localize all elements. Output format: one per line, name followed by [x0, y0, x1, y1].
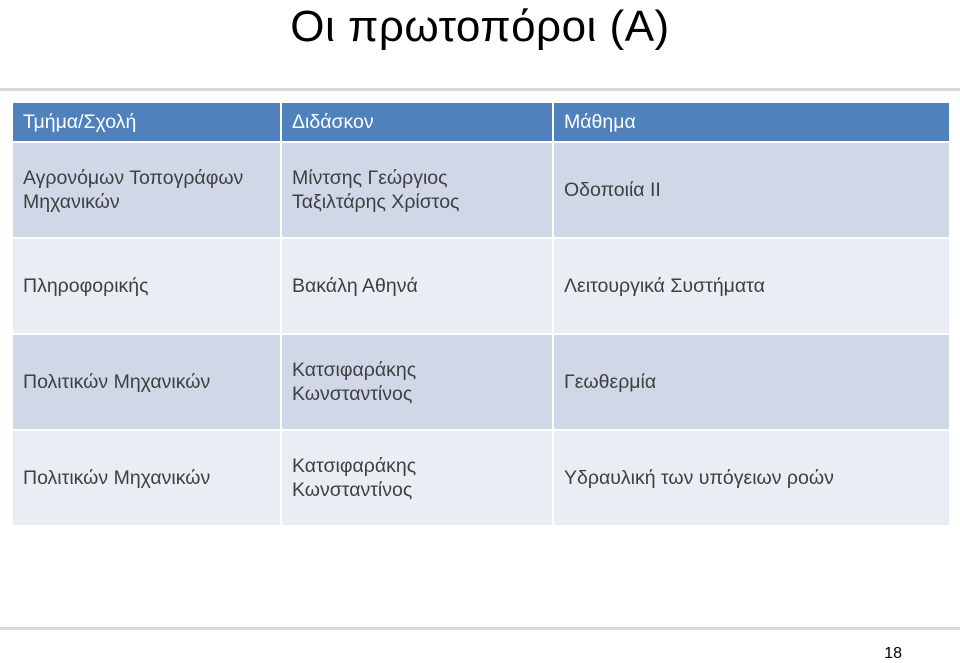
cell-text: Μίντσης Γεώργιος: [292, 167, 448, 189]
table-row: [12, 334, 950, 430]
cell-course: [553, 334, 950, 430]
cell-text: Βακάλη Αθηνά: [292, 275, 418, 297]
cell-text: Λειτουργικά Συστήματα: [564, 275, 765, 297]
cell-text: Οδοποιία ΙΙ: [564, 179, 661, 201]
instructors-table: [11, 101, 951, 527]
page-number: 18: [884, 645, 902, 662]
table-header-row: [12, 102, 950, 142]
cell-instructor: [281, 142, 553, 238]
cell-department: [12, 238, 281, 334]
cell-department: [12, 142, 281, 238]
cell-text: Μηχανικών: [23, 191, 120, 213]
header-course: Μάθημα: [553, 102, 950, 142]
cell-text: Ταξιλτάρης Χρίστος: [292, 191, 460, 213]
header-department: Τμήμα/Σχολή: [12, 102, 281, 142]
cell-text: Κωνσταντίνος: [292, 383, 413, 405]
cell-text: Κωνσταντίνος: [292, 479, 413, 501]
cell-instructor: [281, 238, 553, 334]
table-row: [12, 430, 950, 526]
header-instructor: Διδάσκον: [281, 102, 553, 142]
cell-department: [12, 334, 281, 430]
cell-text: Γεωθερμία: [564, 371, 657, 393]
cell-text: Υδραυλική των υπόγειων ροών: [564, 467, 834, 489]
table-row: [12, 238, 950, 334]
cell-instructor: [281, 334, 553, 430]
cell-course: [553, 430, 950, 526]
bottom-divider: [0, 627, 960, 630]
cell-text: Κατσιφαράκης: [292, 455, 417, 477]
cell-course: [553, 142, 950, 238]
cell-department: [12, 430, 281, 526]
top-divider: [0, 88, 960, 91]
cell-text: Αγρονόμων Τοπογράφων: [23, 167, 244, 189]
cell-instructor: [281, 430, 553, 526]
instructors-table-container: [11, 101, 949, 527]
table-row: [12, 142, 950, 238]
cell-text: Κατσιφαράκης: [292, 359, 417, 381]
cell-course: [553, 238, 950, 334]
cell-text: Πληροφορικής: [23, 275, 149, 297]
cell-text: Πολιτικών Μηχανικών: [23, 467, 211, 489]
slide-title: Οι πρωτοπόροι (Α): [290, 2, 670, 51]
cell-text: Πολιτικών Μηχανικών: [23, 371, 211, 393]
